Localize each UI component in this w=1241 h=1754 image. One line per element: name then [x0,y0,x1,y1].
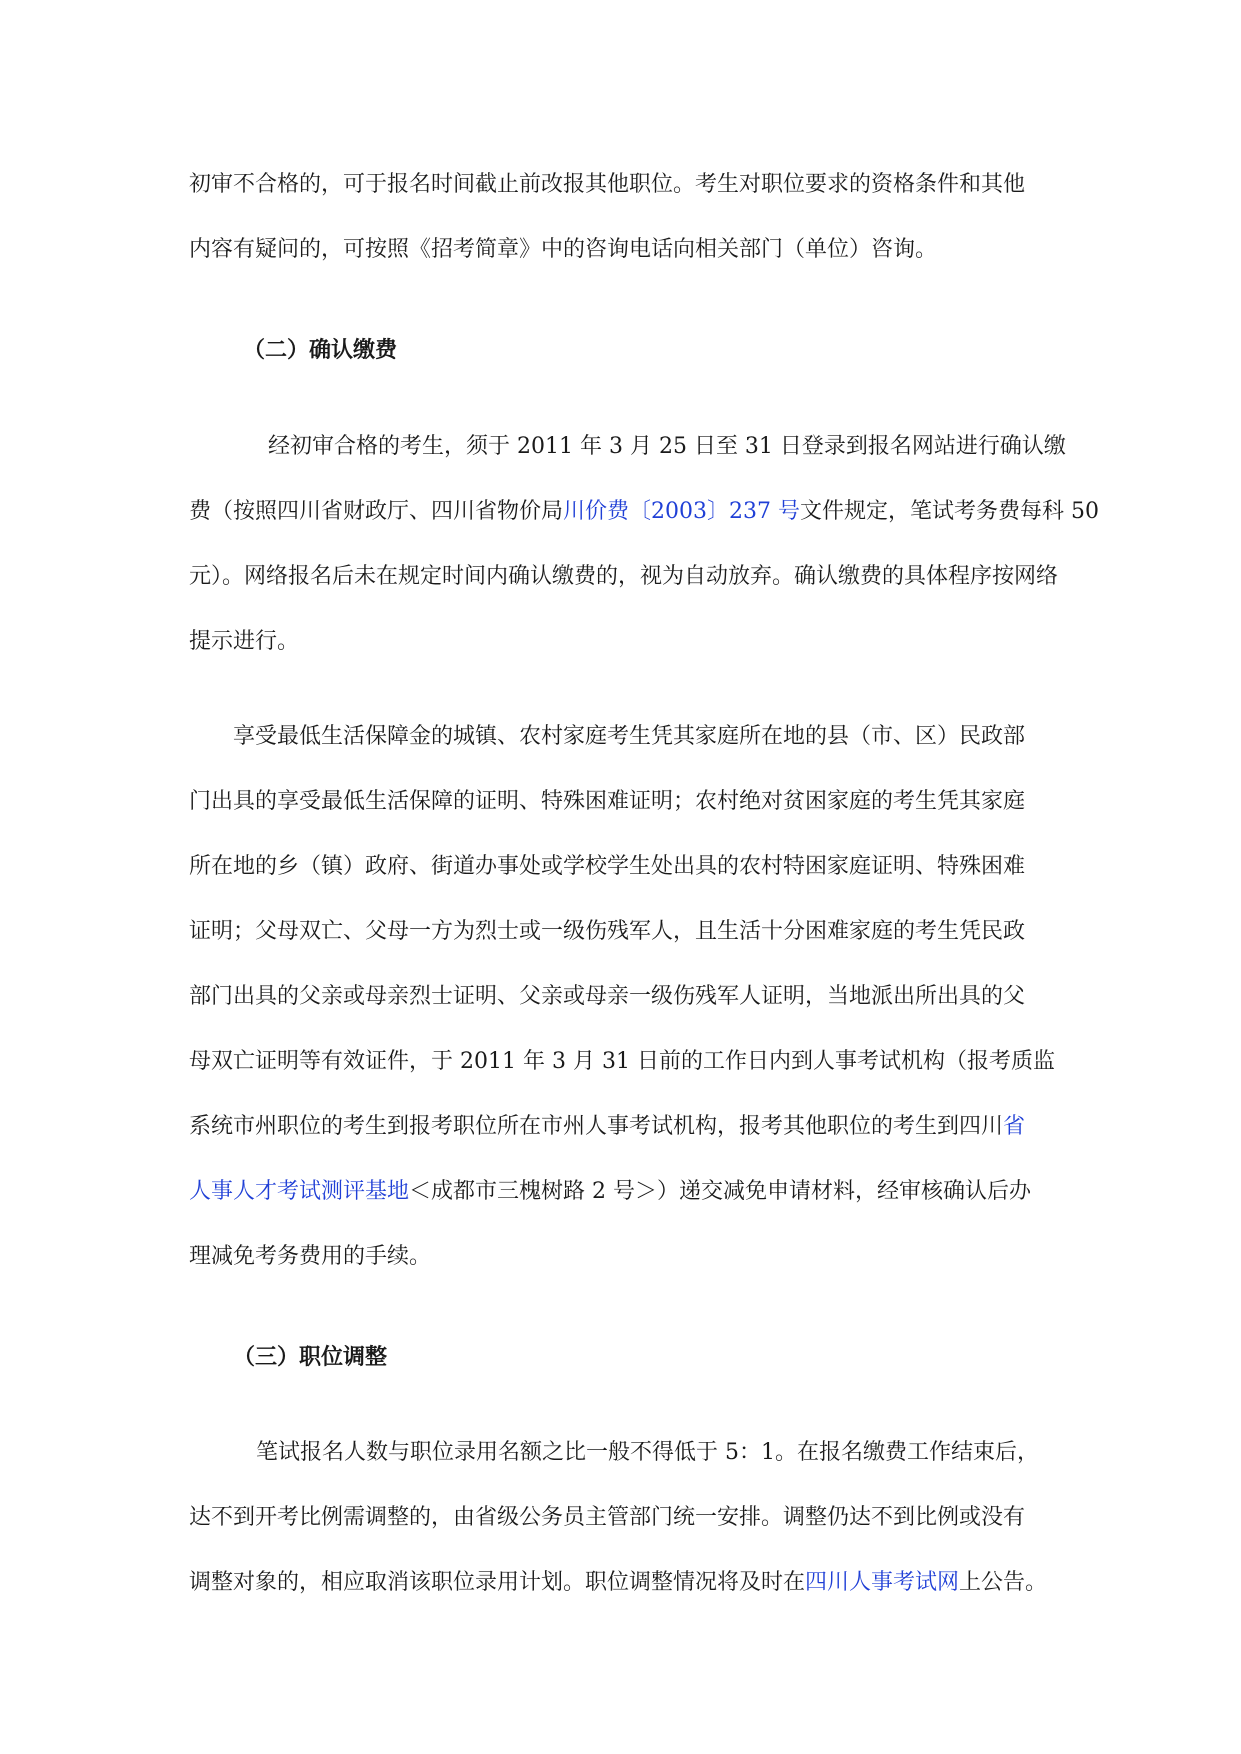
body-text-line: 门出具的享受最低生活保障的证明、特殊困难证明；农村绝对贫困家庭的考生凭其家庭 [189,789,1026,814]
body-text-line [189,1112,1069,1142]
body-text-line: 所在地的乡（镇）政府、街道办事处或学校学生处出具的农村特困家庭证明、特殊困难 [189,854,1026,879]
body-text-line: 达不到开考比例需调整的，由省级公务员主管部门统一安排。调整仍达不到比例或没有 [189,1505,1026,1530]
section-heading-position-adjustment: （三）职位调整 [233,1344,388,1370]
section-heading-confirm-payment: （二）确认缴费 [243,337,398,363]
body-text-line: 享受最低生活保障金的城镇、农村家庭考生凭其家庭所在地的县（市、区）民政部 [233,724,1026,749]
link-sichuan-personnel-exam-site[interactable]: 四川人事考试网 [805,1570,960,1595]
body-text-span: 调整对象的，相应取消该职位录用计划。职位调整情况将及时在 [189,1570,806,1595]
body-text-line: 提示进行。 [189,629,300,654]
body-text-line: 母双亡证明等有效证件，于 2011 年 3 月 31 日前的工作日内到人事考试机构（报考质监 [189,1049,1055,1074]
body-text-line [189,1568,1069,1598]
body-text-line [189,1177,1069,1207]
link-exam-base-part2[interactable]: 人事人才考试测评基地 [189,1179,410,1204]
body-text-line: 理减免考务费用的手续。 [189,1244,432,1269]
body-text-line: 笔试报名人数与职位录用名额之比一般不得低于 5：1。在报名缴费工作结束后， [256,1440,1039,1465]
document-link-price-regulation[interactable]: 川价费〔2003〕237 号 [563,499,800,524]
body-text-span: 系统市州职位的考生到报考职位所在市州人事考试机构，报考其他职位的考生到四川 [189,1114,1004,1139]
body-text-span: 上公告。 [959,1570,1048,1595]
body-text-line: 证明；父母双亡、父母一方为烈士或一级伤残军人，且生活十分困难家庭的考生凭民政 [189,919,1026,944]
body-text-line: 内容有疑问的，可按照《招考简章》中的咨询电话向相关部门（单位）咨询。 [189,237,938,262]
body-text-span: ＜成都市三槐树路 2 号＞）递交减免申请材料，经审核确认后办 [409,1179,1032,1204]
body-text-line [189,497,1099,527]
link-exam-base-part1[interactable]: 省 [1003,1114,1026,1139]
body-text-span: 费（按照四川省财政厅、四川省物价局 [189,499,564,524]
body-text-line: 初审不合格的，可于报名时间截止前改报其他职位。考生对职位要求的资格条件和其他 [189,172,1026,197]
body-text-span: 文件规定，笔试考务费每科 50 [800,499,1099,524]
body-text-line: 部门出具的父亲或母亲烈士证明、父亲或母亲一级伤残军人证明，当地派出所出具的父 [189,984,1026,1009]
body-text-line: 元）。网络报名后未在规定时间内确认缴费的，视为自动放弃。确认缴费的具体程序按网络 [189,564,1059,589]
body-text-line: 经初审合格的考生，须于 2011 年 3 月 25 日至 31 日登录到报名网站进行确认缴 [268,434,1066,459]
